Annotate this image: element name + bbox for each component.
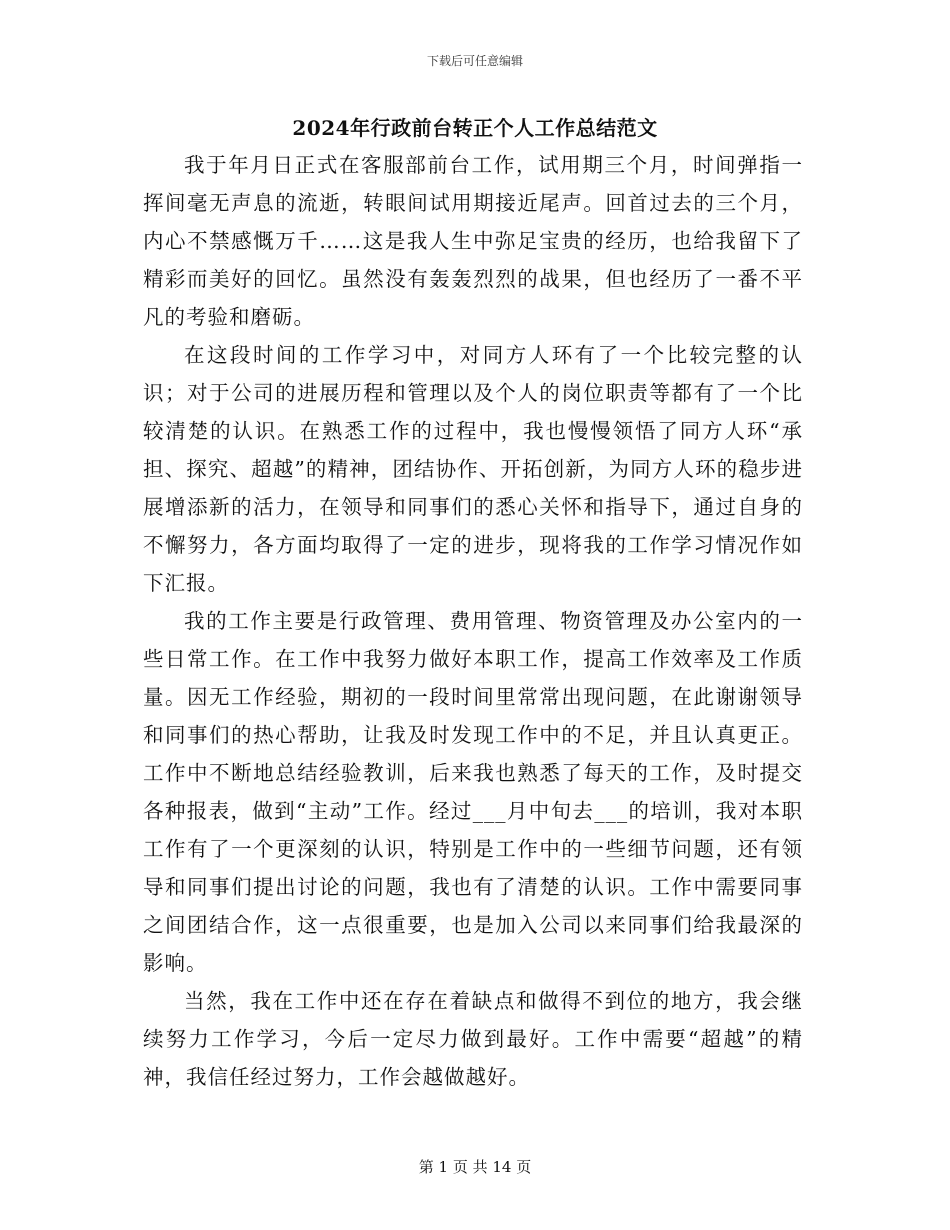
page-header-note: 下载后可任意编辑 [426,54,523,68]
document-body [143,146,803,1096]
paragraph-2: 在这段时间的工作学习中，对同方人环有了一个比较完整的认识；对于公司的进展历程和管理以及个人的岗位职责等都有了一个比较清楚的认识。在熟悉工作的过程中，我也慢慢领悟了同方人环“承担、探究、超越”的精神，团结协作、开拓创新，为同方人环的稳步进展增添新的活力，在领导和同事们的悉心关怀和指导下，通过自身的不懈努力，各方面均取得了一定的进步，现将我的工作学习情况作如下汇报。 [143,343,803,595]
paragraph-1: 我于年月日正式在客服部前台工作，试用期三个月，时间弹指一挥间毫无声息的流逝，转眼间试用期接近尾声。回首过去的三个月，内心不禁感慨万千……这是我人生中弥足宝贵的经历，也给我留下了精彩而美好的回忆。虽然没有轰轰烈烈的战果，但也经历了一番不平凡的考验和磨砺。 [143,153,803,329]
paragraph-4: 当然，我在工作中还在存在着缺点和做得不到位的地方，我会继续努力工作学习，今后一定尽力做到最好。工作中需要“超越”的精神，我信任经过努力，工作会越做越好。 [143,989,803,1089]
page-number-footer: 第 1 页 共 14 页 [418,1158,532,1176]
document-title: 2024年行政前台转正个人工作总结范文 [292,116,658,140]
paragraph-3: 我的工作主要是行政管理、费用管理、物资管理及办公室内的一些日常工作。在工作中我努力做好本职工作，提高工作效率及工作质量。因无工作经验，期初的一段时间里常常出现问题，在此谢谢领导和同事们的热心帮助，让我及时发现工作中的不足，并且认真更正。工作中不断地总结经验教训，后来我也熟悉了每天的工作，及时提交各种报表，做到“主动”工作。经过___月中旬去___的培训，我对本职工作有了一个更深刻的认识，特别是工作中的一些细节问题，还有领导和同事们提出讨论的问题，我也有了清楚的认识。工作中需要同事之间团结合作，这一点很重要，也是加入公司以来同事们给我最深的影响。 [143,609,803,975]
